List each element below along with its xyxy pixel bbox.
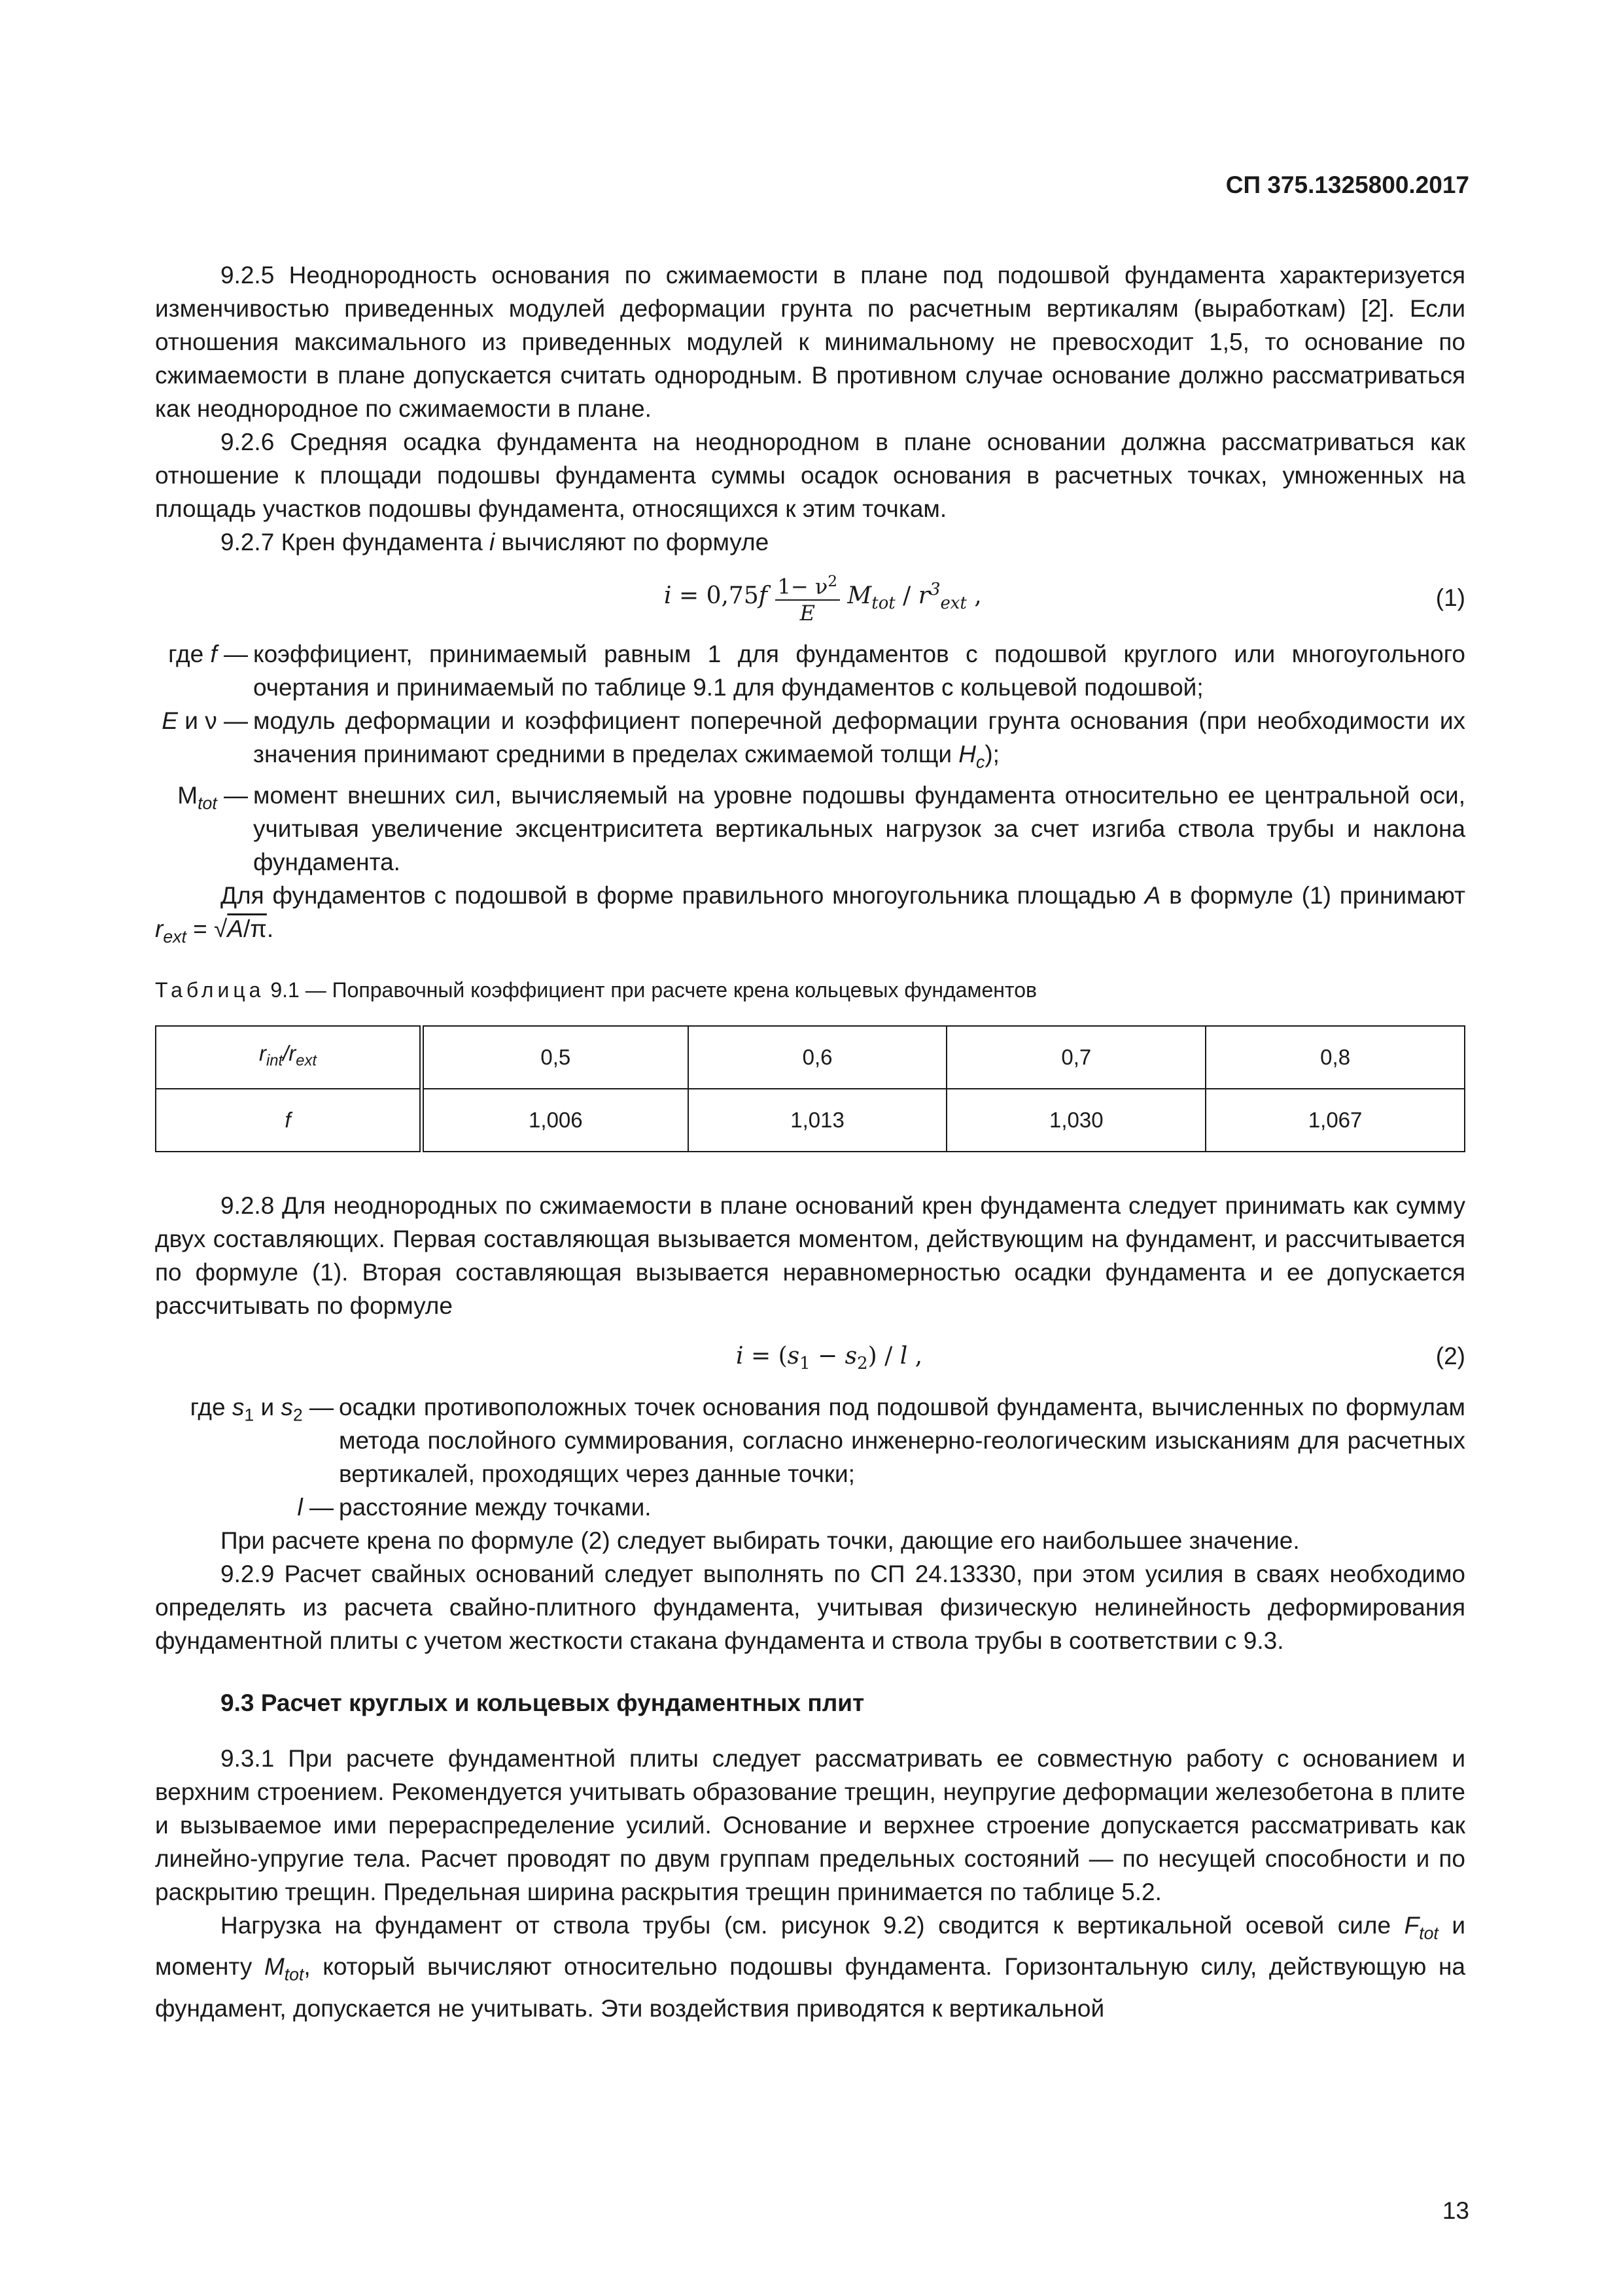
table-cell: 0,7 [947, 1026, 1206, 1089]
table-cell: 1,006 [422, 1089, 688, 1152]
equation-2-number: (2) [1435, 1342, 1465, 1369]
legend-equation-2 [155, 1390, 1465, 1524]
legend-key: E и ν — [162, 707, 248, 734]
table-cell: 1,067 [1206, 1089, 1465, 1152]
equation-1-formula: i = 0,75f $\frac{1- \nu^2}{E}$ $M_{tot} / r^3_{ext}$ , [664, 569, 982, 626]
paragraph-9-2-5: 9.2.5 Неоднородность основания по сжимаемости в плане под подошвой фундамента характеризуется изменчивостью приведенных модулей деформации грунта по расчетным вертикалям (выработкам) [2]. Если отношения максимального из приведенных модулей к минимальному не превосходит 1,5, то основание по сжимаемости в плане допускается считать однородным. В противном случае основание должно рассматриваться как неоднородное по сжимаемости в плане. [155, 262, 1465, 422]
correction-table [155, 1025, 1465, 1152]
table-cell: 1,013 [688, 1089, 947, 1152]
document-code: СП 375.1325800.2017 [1225, 171, 1469, 198]
legend-key: где f — [168, 641, 248, 667]
table-caption: Таблица 9.1 — Поправочный коэффициент при расчете крена кольцевых фундаментов [155, 978, 1038, 1002]
legend-text: расстояние между точками. [339, 1493, 652, 1521]
legend-text: коэффициент, принимаемый равным 1 для фундаментов с подошвой круглого или многоугольного очертания и принимаемый по таблице 9.1 для фундаментов с кольцевой подошвой; [253, 641, 1465, 701]
legend-key: l — [297, 1493, 334, 1521]
table-cell: 0,8 [1206, 1026, 1465, 1089]
legend-key: $M_{tot}$ — [177, 782, 248, 813]
table-row-head: f [156, 1089, 422, 1152]
table-row [156, 1026, 1465, 1089]
equation-2 [155, 1322, 1465, 1390]
paragraph-9-2-8: 9.2.8 Для неоднородных по сжимаемости в плане оснований крен фундамента следует принимать как сумму двух составляющих. Первая составляющая вызывается моментом, действующим на фундамент, и рассчитывается по формуле (1). Вторая составляющая вызывается неравномерностью осадки фундамента и ее допускается рассчитывать по формуле [155, 1192, 1465, 1319]
body-text [155, 258, 1465, 2025]
table-row-head: $r_{int}/r_{ext}$ [156, 1026, 422, 1089]
legend-text: осадки противоположных точек основания под подошвой фундамента, вычисленных по формулам метода послойного суммирования, согласно инженерно-геологическим изысканиям для расчетных вертикалей, проходящих через данные точки; [339, 1393, 1465, 1487]
table-cell: 1,030 [947, 1089, 1206, 1152]
table-cell: 0,5 [422, 1026, 688, 1089]
equation-1 [155, 559, 1465, 637]
paragraph-9-2-7: 9.2.7 Крен фундамента i вычисляют по формуле [220, 529, 769, 556]
legend-equation-1 [155, 637, 1465, 879]
page-number: 13 [1442, 2197, 1469, 2224]
paragraph-9-2-6: 9.2.6 Средняя осадка фундамента на неоднородном в плане основании должна рассматриваться как отношение к площади подошвы фундамента суммы осадок основания в расчетных точках, умноженных на площадь участков подошвы фундамента, относящихся к этим точкам. [155, 429, 1465, 522]
legend-text: момент внешних сил, вычисляемый на уровне подошвы фундамента относительно ее центральной оси, учитывая увеличение эксцентриситета вертикальных нагрузок за счет изгиба ствола трубы и наклона фундамента. [253, 782, 1465, 876]
equation-1-fraction: $\frac{1- \nu^2}{E}$ [775, 569, 840, 626]
legend-text: модуль деформации и коэффициент поперечной деформации грунта основания (при необходимости их значения принимают средними в пределах сжимаемой толщи $H_c$); [253, 707, 1465, 772]
equation-1-number: (1) [1435, 584, 1465, 611]
paragraph-choose-points: При расчете крена по формуле (2) следует выбирать точки, дающие его наибольшее значение. [220, 1527, 1300, 1554]
equation-2-formula: $i = (s_1 - s_2) / l$ , [736, 1342, 923, 1373]
section-heading-9-3: 9.3 Расчет круглых и кольцевых фундаментных плит [220, 1689, 865, 1716]
paragraph-9-3-1: 9.3.1 При расчете фундаментной плиты следует рассматривать ее совместную работу с основанием и верхним строением. Рекомендуется учитывать образование трещин, неупругие деформации железобетона в плите и вызываемое ими перераспределение усилий. Основание и верхнее строение допускается рассматривать как линейно-упругие тела. Расчет проводят по двум группам предельных состояний — по несущей способности и по раскрытию трещин. Предельная ширина раскрытия трещин принимается по таблице 5.2. [155, 1744, 1465, 1905]
paragraph-9-2-9: 9.2.9 Расчет свайных оснований следует выполнять по СП 24.13330, при этом усилия в сваях необходимо определять из расчета свайно-плитного фундамента, учитывая физическую нелинейность деформирования фундаментной плиты с учетом жесткости стакана фундамента и ствола трубы в соответствии с 9.3. [155, 1560, 1465, 1654]
legend-key: где $s_1$ и $s_2$ — [190, 1393, 334, 1425]
paragraph-polygon: Для фундаментов с подошвой в форме правильного многоугольника площадью A в формуле (1) принимают $r_{ext} = √A/\pi$. [155, 882, 1465, 947]
paragraph-load: Нагрузка на фундамент от ствола трубы (см. рисунок 9.2) сводится к вертикальной осевой силе $F_{tot}$ и моменту $M_{tot}$, который вычисляют относительно подошвы фундамента. Горизонтальную силу, действующую на фундамент, допускается не учитывать. Эти воздействия приводятся к вертикальной [155, 1911, 1466, 2022]
table-cell: 0,6 [688, 1026, 947, 1089]
table-row [156, 1089, 1465, 1152]
